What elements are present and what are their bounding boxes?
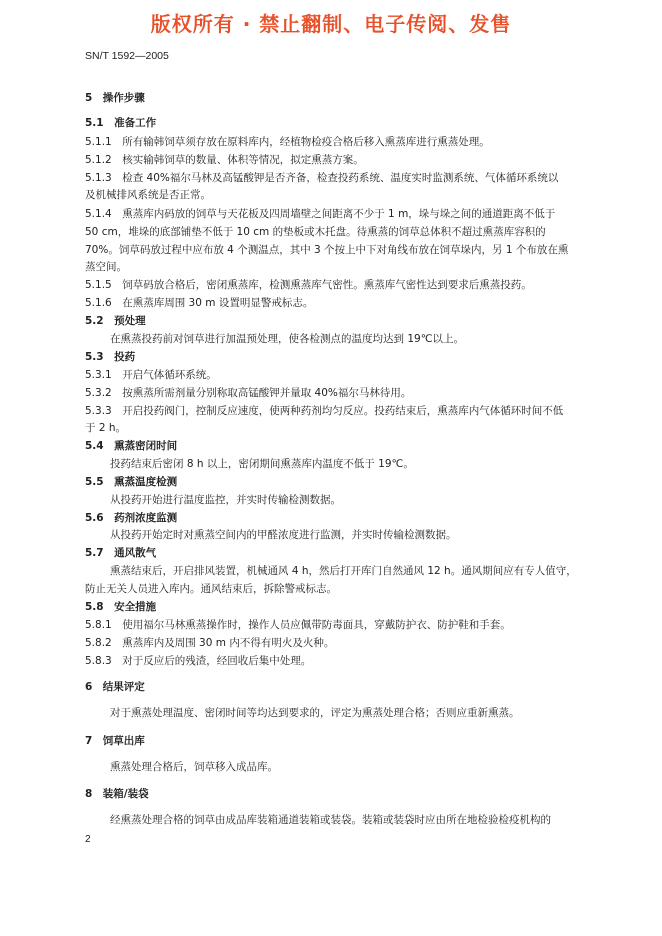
clause-5-4-text: 投药结束后密闭 8 h 以上，密闭期间熏蒸库内温度不低于 19℃。 (110, 458, 414, 470)
clause-5-1-3-line2: 及机械排风系统是否正常。 (85, 189, 211, 201)
clause-5-1-6: 5.1.6 在熏蒸库周围 30 m 设置明显警戒标志。 (85, 297, 314, 309)
clause-5-1-4-line3: 70%。饲草码放过程中应布放 4 个测温点，其中 3 个按上中下对角线布放在饲草垛内，另 1 个布放在熏 (85, 244, 569, 256)
clause-5-1-1: 5.1.1 所有输韩饲草须存放在原料库内，经植物检疫合格后移入熏蒸库进行熏蒸处理。 (85, 136, 490, 148)
standard-number: SN/T 1592—2005 (85, 50, 169, 62)
heading-5-2: 5.2 预处理 (85, 315, 146, 327)
clause-5-3-3-line1: 5.3.3 开启投药阀门，控制反应速度，使两种药剂均匀反应。投药结束后，熏蒸库内气体循环时间不低 (85, 405, 564, 417)
clause-5-7-line2: 防止无关人员进入库内。通风结束后，拆除警戒标志。 (85, 583, 337, 595)
heading-7: 7 饲草出库 (85, 735, 145, 747)
clause-5-7-line1: 熏蒸结束后，开启排风装置，机械通风 4 h，然后打开库门自然通风 12 h。通风期间应有专人值守， (110, 565, 577, 577)
heading-5-5: 5.5 熏蒸温度检测 (85, 476, 178, 488)
heading-5-6: 5.6 药剂浓度监测 (85, 512, 178, 524)
heading-5-4: 5.4 熏蒸密闭时间 (85, 440, 178, 452)
clause-5-3-1: 5.3.1 开启气体循环系统。 (85, 369, 217, 381)
clause-5-1-4-line4: 蒸空间。 (85, 261, 127, 273)
copyright-watermark: 版权所有 · 禁止翻制、电子传阅、发售 (150, 12, 512, 36)
clause-5-1-2: 5.1.2 核实输韩饲草的数量、体积等情况，拟定熏蒸方案。 (85, 154, 364, 166)
clause-8-text: 经熏蒸处理合格的饲草由成品库装箱通道装箱或装袋。装箱或装袋时应由所在地检验检疫机构的 (110, 814, 551, 826)
heading-5-3: 5.3 投药 (85, 351, 136, 363)
clause-5-8-3: 5.8.3 对于反应后的残渣，经回收后集中处理。 (85, 655, 312, 667)
clause-5-3-2: 5.3.2 按熏蒸所需剂量分别称取高锰酸钾并量取 40%福尔马林待用。 (85, 387, 412, 399)
clause-5-8-2: 5.8.2 熏蒸库内及周围 30 m 内不得有明火及火种。 (85, 637, 335, 649)
page-number: 2 (85, 834, 91, 845)
clause-5-8-1: 5.8.1 使用福尔马林熏蒸操作时，操作人员应佩带防毒面具，穿戴防护衣、防护鞋和手套。 (85, 619, 511, 631)
clause-5-1-4-line2: 50 cm，堆垛的底部铺垫不低于 10 cm 的垫板或木托盘。待熏蒸的饲草总体积不超过熏蒸库容积的 (85, 226, 546, 238)
heading-5-1: 5.1 准备工作 (85, 117, 157, 129)
clause-5-1-5: 5.1.5 饲草码放合格后，密闭熏蒸库，检测熏蒸库气密性。熏蒸库气密性达到要求后熏蒸投药。 (85, 279, 532, 291)
clause-5-5-text: 从投药开始进行温度监控，并实时传输检测数据。 (110, 494, 341, 506)
heading-5-7: 5.7 通风散气 (85, 547, 157, 559)
clause-6-text: 对于熏蒸处理温度、密闭时间等均达到要求的，评定为熏蒸处理合格；否则应重新熏蒸。 (110, 707, 520, 719)
heading-8: 8 装箱/装袋 (85, 788, 149, 800)
clause-5-2-text: 在熏蒸投药前对饲草进行加温预处理，使各检测点的温度均达到 19℃以上。 (110, 333, 464, 345)
heading-5: 5 操作步骤 (85, 92, 145, 104)
clause-7-text: 熏蒸处理合格后，饲草移入成品库。 (110, 761, 278, 773)
clause-5-6-text: 从投药开始定时对熏蒸空间内的甲醛浓度进行监测，并实时传输检测数据。 (110, 529, 457, 541)
clause-5-3-3-line2: 于 2 h。 (85, 422, 127, 434)
heading-5-8: 5.8 安全措施 (85, 601, 157, 613)
clause-5-1-3-line1: 5.1.3 检查 40%福尔马林及高锰酸钾是否齐备，检查投药系统、温度实时监测系统、气体循环系统以 (85, 172, 559, 184)
heading-6: 6 结果评定 (85, 681, 145, 693)
clause-5-1-4-line1: 5.1.4 熏蒸库内码放的饲草与天花板及四周墙壁之间距离不少于 1 m，垛与垛之间的通道距离不低于 (85, 208, 556, 220)
